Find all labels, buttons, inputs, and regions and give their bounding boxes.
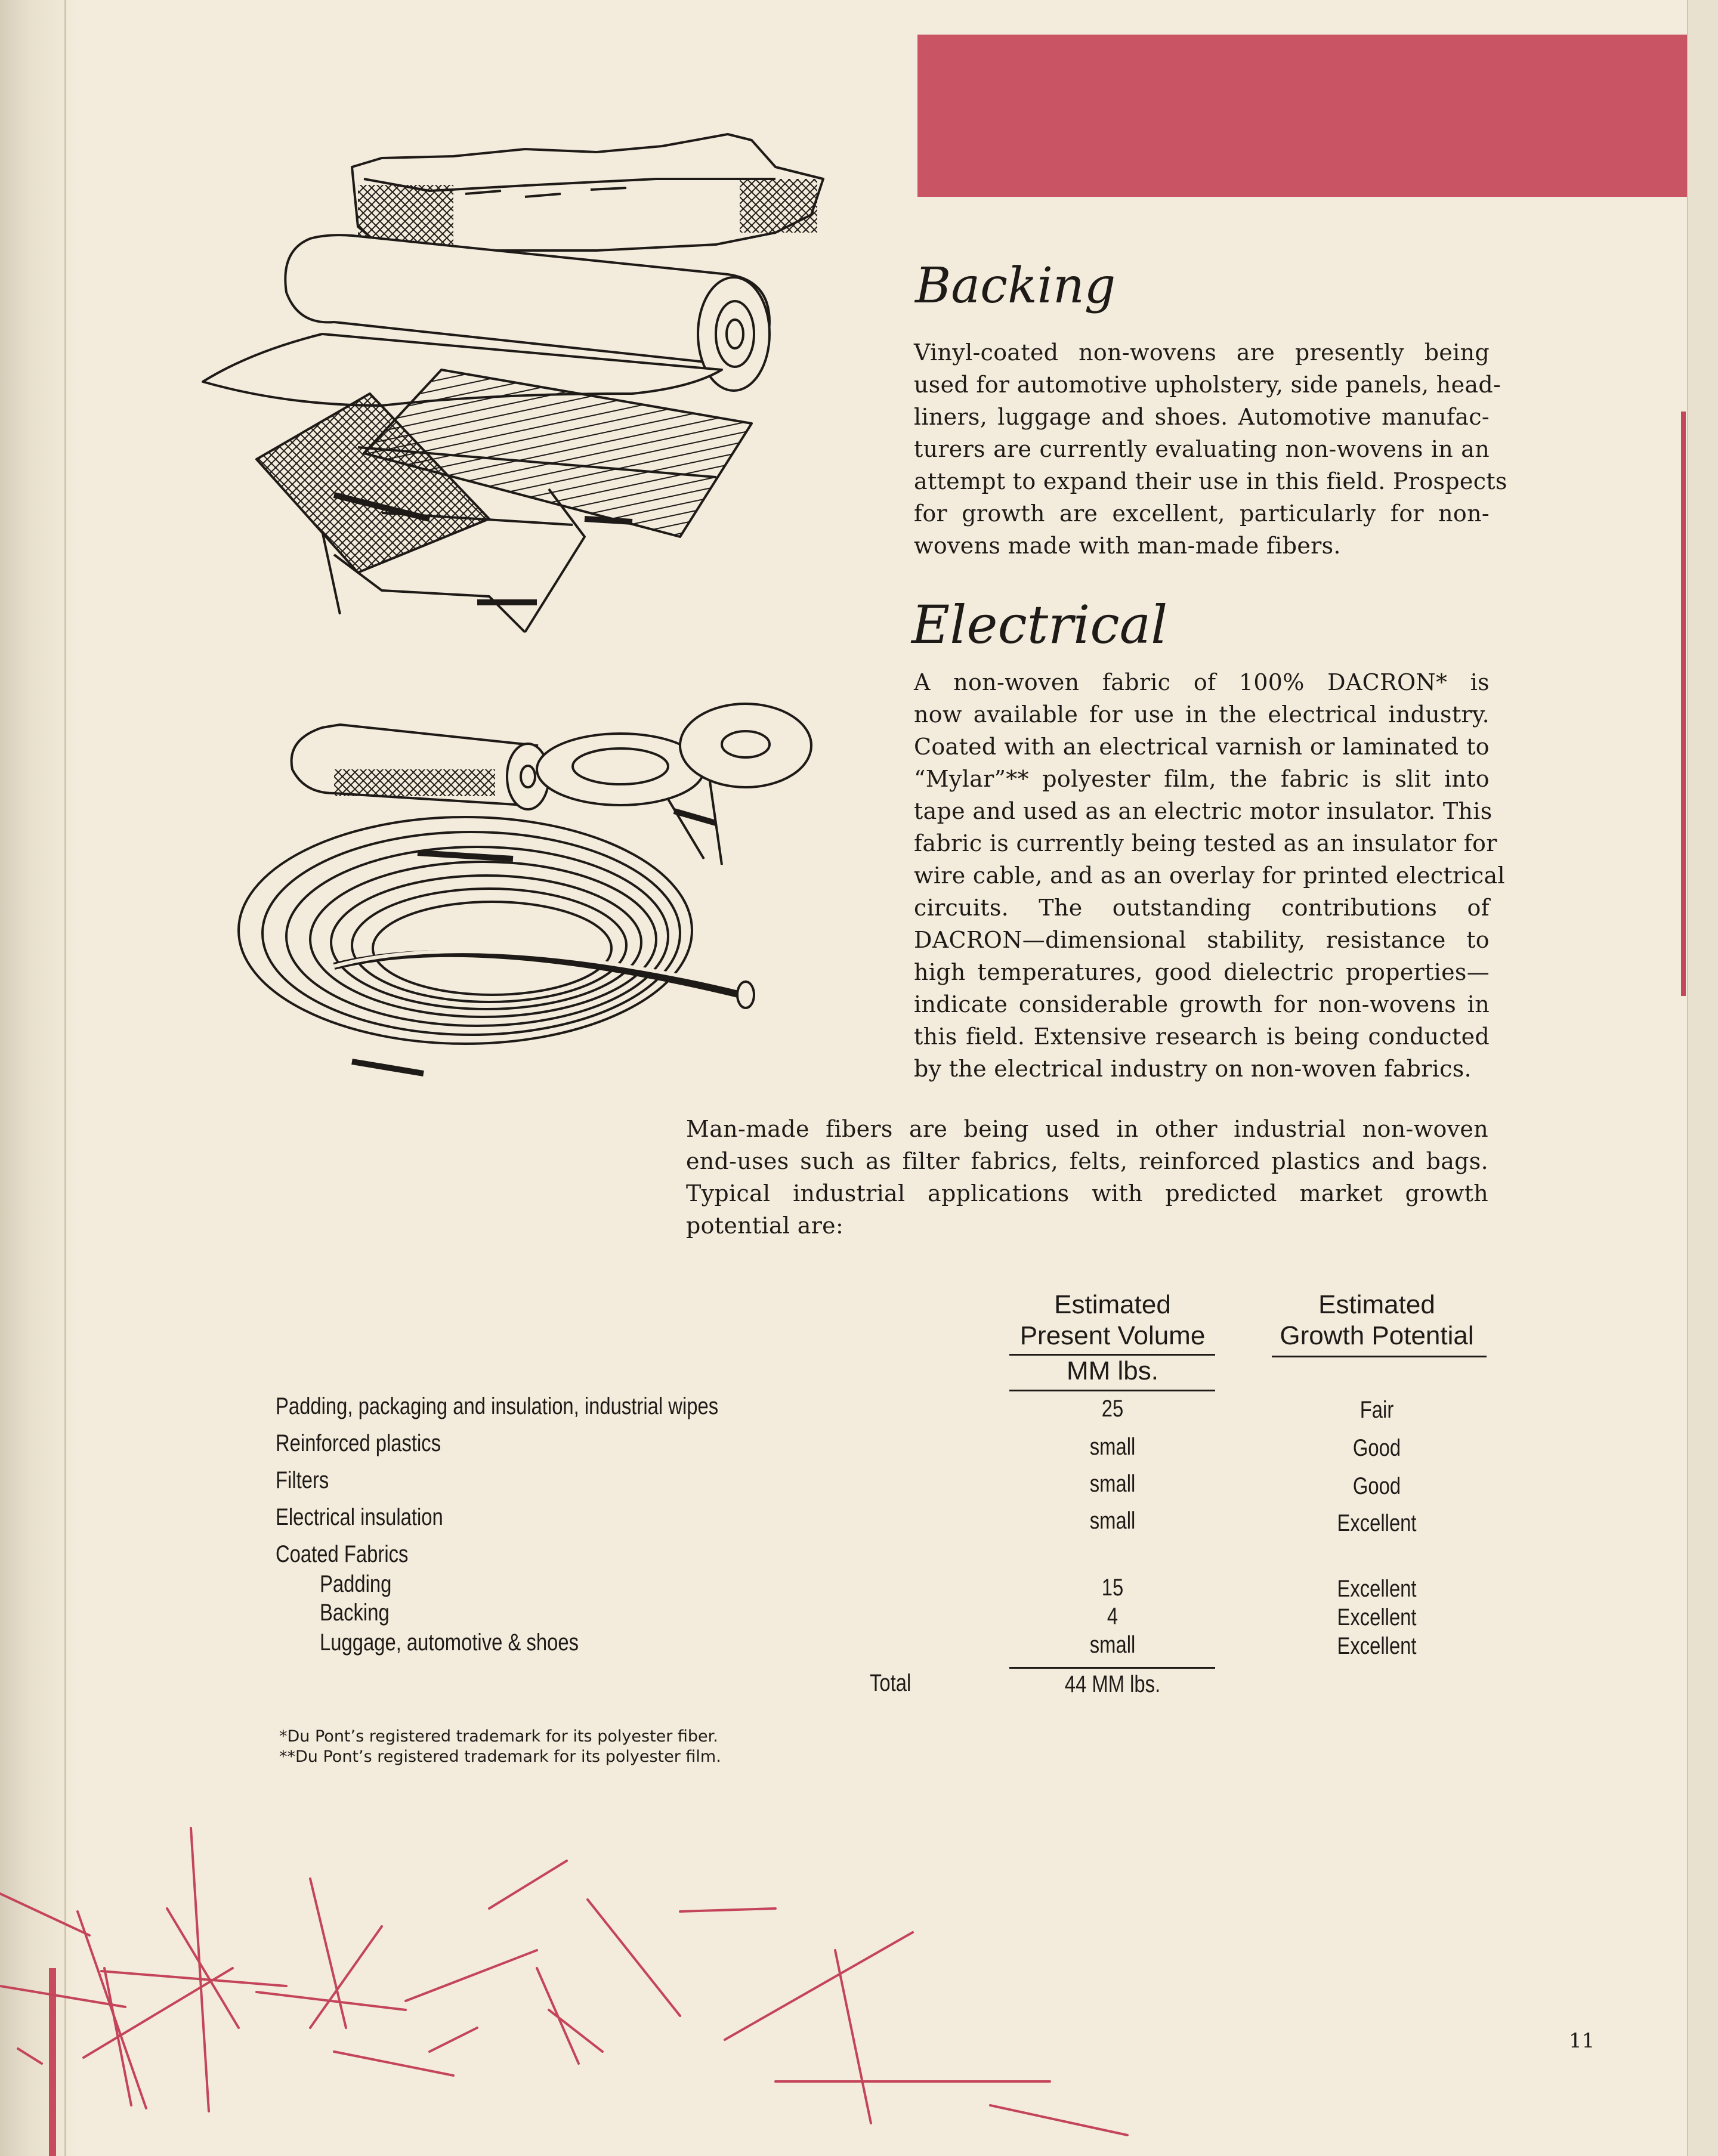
text-line: end-uses such as filter fabrics, felts, reinforced plastics and bags. — [686, 1148, 1488, 1174]
text-line: now available for use in the electrical industry. — [914, 701, 1490, 728]
text-line: liners, luggage and shoes. Automotive manufac- — [914, 404, 1490, 430]
red-stick-decoration — [0, 1828, 1127, 2135]
text-line: Typical industrial applications with predicted market growth — [686, 1180, 1488, 1207]
row-growth: Excellent — [1337, 1510, 1417, 1536]
text-line: Coated with an electrical varnish or laminated to — [914, 734, 1490, 760]
wire-coil-and-tape-illustration — [239, 704, 811, 1074]
header-line: Estimated — [1318, 1290, 1435, 1319]
paragraph-intro — [686, 1113, 1488, 1242]
column-header-present-volume — [1008, 1289, 1217, 1351]
footnote-mylar: **Du Pont’s registered trademark for its polyester film. — [279, 1747, 721, 1766]
header-line: Present Volume — [1019, 1321, 1206, 1350]
header-rule — [1272, 1356, 1487, 1357]
row-volume: small — [1089, 1471, 1136, 1497]
heading-backing: Backing — [915, 258, 1116, 314]
text-line: fabric is currently being tested as an insulator for — [914, 830, 1497, 856]
row-growth: Excellent — [1337, 1576, 1417, 1602]
row-growth: Excellent — [1337, 1633, 1417, 1659]
row-label: Filters — [276, 1467, 329, 1493]
row-label: Coated Fabrics — [276, 1541, 409, 1567]
text-line: Man-made fibers are being used in other industrial non-woven — [686, 1116, 1488, 1142]
row-label: Electrical insulation — [276, 1504, 443, 1530]
text-line: used for automotive upholstery, side panels, head- — [914, 372, 1501, 398]
units-rule — [1009, 1390, 1215, 1391]
text-line: high temperatures, good dielectric properties— — [914, 959, 1490, 985]
row-growth: Good — [1352, 1473, 1401, 1499]
header-line: Estimated — [1054, 1290, 1171, 1319]
row-volume: 4 — [1107, 1603, 1118, 1629]
heading-electrical: Electrical — [911, 594, 1168, 655]
row-label: Luggage, automotive & shoes — [320, 1629, 579, 1656]
text-line: potential are: — [686, 1212, 844, 1239]
fabric-rolls-illustration — [203, 134, 823, 632]
row-label: Reinforced plastics — [276, 1430, 441, 1456]
total-label: Total — [870, 1670, 911, 1696]
row-volume: 15 — [1101, 1575, 1124, 1601]
text-line: for growth are excellent, particularly for non- — [914, 500, 1490, 527]
row-growth: Fair — [1359, 1397, 1394, 1423]
row-growth: Excellent — [1337, 1604, 1417, 1631]
paragraph-backing — [914, 336, 1507, 562]
paragraph-electrical — [914, 666, 1505, 1085]
row-volume: small — [1089, 1632, 1136, 1658]
text-line: wovens made with man-made fibers. — [914, 533, 1341, 559]
footnote-dacron: *Du Pont’s registered trademark for its polyester fiber. — [279, 1727, 718, 1746]
column-units: MM lbs. — [1067, 1356, 1158, 1385]
row-volume: 25 — [1101, 1396, 1124, 1422]
row-volume: small — [1089, 1508, 1136, 1534]
row-label: Backing — [320, 1600, 390, 1626]
text-line: “Mylar”** polyester film, the fabric is slit into — [914, 766, 1490, 792]
column-header-growth-potential — [1269, 1289, 1484, 1351]
text-line: by the electrical industry on non-woven fabrics. — [914, 1056, 1472, 1082]
text-line: circuits. The outstanding contributions of — [914, 895, 1490, 921]
row-label: Padding, packaging and insulation, industrial wipes — [276, 1393, 719, 1419]
text-line: attempt to expand their use in this field. Prospects — [914, 468, 1507, 494]
text-line: Vinyl-coated non-wovens are presently being — [914, 339, 1490, 366]
text-line: A non-woven fabric of 100% DACRON* is — [914, 669, 1490, 695]
text-line: indicate considerable growth for non-wovens in — [914, 991, 1490, 1017]
text-line: tape and used as an electric motor insulator. This — [914, 798, 1493, 824]
header-rule — [1009, 1354, 1215, 1356]
row-label: Padding — [320, 1571, 392, 1597]
row-volume: small — [1089, 1434, 1136, 1460]
text-line: this field. Extensive research is being conducted — [914, 1023, 1490, 1050]
header-line: Growth Potential — [1280, 1321, 1474, 1350]
total-rule — [1009, 1667, 1215, 1669]
row-growth: Good — [1352, 1435, 1401, 1461]
total-value: 44 MM lbs. — [1064, 1671, 1161, 1697]
text-line: DACRON—dimensional stability, resistance to — [914, 927, 1490, 953]
page-number: 11 — [1569, 2029, 1595, 2053]
text-line: wire cable, and as an overlay for printed electrical — [914, 862, 1505, 889]
text-line: turers are currently evaluating non-wovens in an — [914, 436, 1490, 462]
